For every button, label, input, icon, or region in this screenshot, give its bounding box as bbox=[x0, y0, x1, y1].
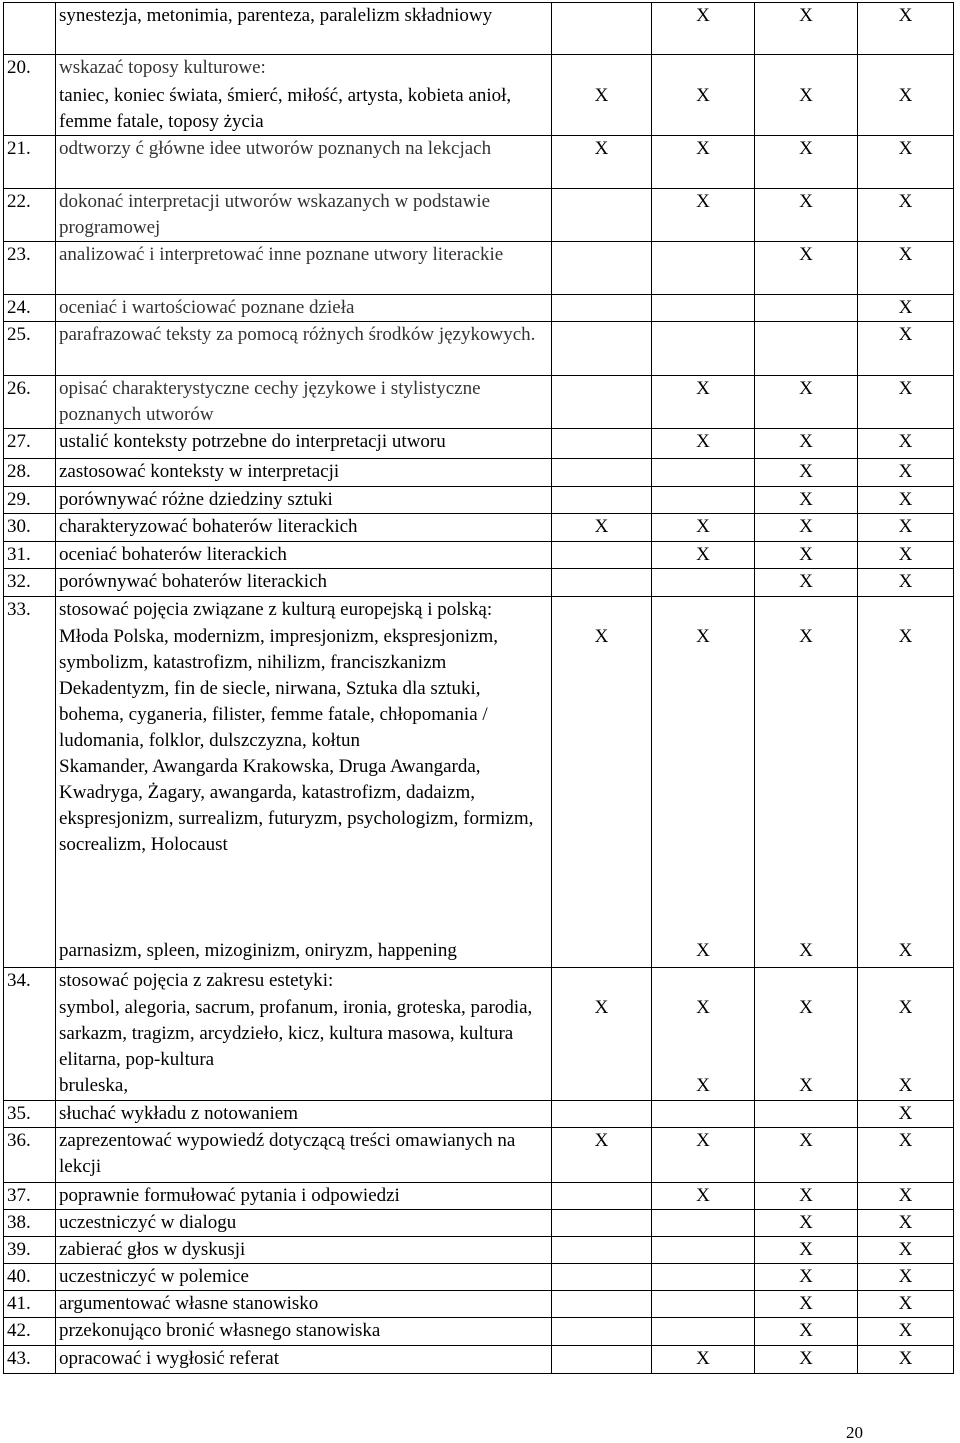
description-line: uczestniczyć w dialogu bbox=[59, 1212, 237, 1233]
mark-level-1: X bbox=[552, 83, 652, 136]
mark-level-2: X bbox=[652, 136, 755, 189]
table-row bbox=[4, 487, 954, 514]
mark-level-4: X bbox=[858, 3, 954, 55]
mark-level-2 bbox=[652, 968, 755, 995]
row-number: 20. bbox=[4, 55, 56, 83]
mark-level-1: X bbox=[552, 624, 652, 938]
description-line: Młoda Polska, modernizm, impresjonizm, ekspresjonizm, symbolizm, katastrofizm, nihilizm, franciszkanizm bbox=[59, 625, 499, 673]
mark-level-3 bbox=[755, 55, 858, 83]
description-line: zaprezentować wypowiedź dotyczącą treści omawianych na lekcji bbox=[59, 1130, 516, 1177]
mark-level-3: X bbox=[755, 376, 858, 429]
mark-level-3 bbox=[755, 295, 858, 322]
mark-level-2: X bbox=[652, 1128, 755, 1183]
mark-level-2 bbox=[652, 1291, 755, 1318]
mark-level-2 bbox=[652, 569, 755, 597]
mark-level-3: X bbox=[755, 1183, 858, 1210]
mark-level-4: X bbox=[858, 569, 954, 597]
mark-level-1 bbox=[552, 1237, 652, 1264]
mark-level-1 bbox=[552, 1346, 652, 1374]
mark-level-4: X bbox=[858, 83, 954, 136]
row-number: 25. bbox=[4, 322, 56, 376]
row-description bbox=[56, 487, 552, 514]
mark-level-4: X bbox=[858, 376, 954, 429]
description-line: dokonać interpretacji utworów wskazanych w podstawie programowej bbox=[59, 191, 491, 238]
mark-level-3: X bbox=[755, 242, 858, 295]
mark-level-2: X bbox=[652, 938, 755, 968]
description-line: porównywać bohaterów literackich bbox=[59, 571, 328, 592]
row-description bbox=[56, 1264, 552, 1291]
table-row bbox=[4, 3, 954, 55]
mark-level-4: X bbox=[858, 136, 954, 189]
description-line: argumentować własne stanowisko bbox=[59, 1293, 319, 1314]
row-description bbox=[56, 1318, 552, 1346]
mark-level-1 bbox=[552, 1101, 652, 1128]
row-number bbox=[4, 995, 56, 1073]
row-description bbox=[56, 597, 552, 624]
table-row bbox=[4, 136, 954, 189]
mark-level-1: X bbox=[552, 514, 652, 542]
mark-level-3: X bbox=[755, 624, 858, 938]
row-description bbox=[56, 83, 552, 136]
mark-level-4 bbox=[858, 968, 954, 995]
row-description bbox=[56, 376, 552, 429]
table-row bbox=[4, 376, 954, 429]
mark-level-1 bbox=[552, 487, 652, 514]
mark-level-1 bbox=[552, 1210, 652, 1237]
mark-level-3: X bbox=[755, 1346, 858, 1374]
requirements-table bbox=[3, 2, 954, 1374]
mark-level-4: X bbox=[858, 1237, 954, 1264]
mark-level-4: X bbox=[858, 1318, 954, 1346]
row-description bbox=[56, 3, 552, 55]
row-description bbox=[56, 1291, 552, 1318]
mark-level-1 bbox=[552, 3, 652, 55]
description-line: poprawnie formułować pytania i odpowiedzi bbox=[59, 1185, 400, 1206]
mark-level-1 bbox=[552, 322, 652, 376]
mark-level-3: X bbox=[755, 83, 858, 136]
mark-level-2: X bbox=[652, 429, 755, 459]
mark-level-4: X bbox=[858, 624, 954, 938]
description-line: odtworzy ć główne idee utworów poznanych na lekcjach bbox=[59, 138, 492, 159]
mark-level-4: X bbox=[858, 295, 954, 322]
description-line: oceniać bohaterów literackich bbox=[59, 544, 287, 565]
row-description bbox=[56, 1346, 552, 1374]
mark-level-2: X bbox=[652, 1073, 755, 1101]
description-line: porównywać różne dziedziny sztuki bbox=[59, 489, 333, 510]
mark-level-2 bbox=[652, 1101, 755, 1128]
mark-level-2: X bbox=[652, 376, 755, 429]
mark-level-1 bbox=[552, 1073, 652, 1101]
mark-level-1 bbox=[552, 459, 652, 487]
row-number: 35. bbox=[4, 1101, 56, 1128]
row-description bbox=[56, 569, 552, 597]
mark-level-3: X bbox=[755, 995, 858, 1073]
mark-level-3: X bbox=[755, 429, 858, 459]
description-line: słuchać wykładu z notowaniem bbox=[59, 1103, 299, 1124]
mark-level-1 bbox=[552, 55, 652, 83]
row-number: 23. bbox=[4, 242, 56, 295]
mark-level-4: X bbox=[858, 429, 954, 459]
mark-level-4: X bbox=[858, 1101, 954, 1128]
row-description bbox=[56, 136, 552, 189]
description-line: oceniać i wartościować poznane dzieła bbox=[59, 297, 355, 318]
row-number: 29. bbox=[4, 487, 56, 514]
mark-level-4: X bbox=[858, 242, 954, 295]
description-line: symbol, alegoria, sacrum, profanum, ironia, groteska, parodia, sarkazm, tragizm, arcydzieło, kicz, kultura masowa, kultura elitarna, pop-kultura bbox=[59, 996, 533, 1070]
mark-level-2 bbox=[652, 1318, 755, 1346]
mark-level-2 bbox=[652, 322, 755, 376]
description-line: parnasizm, spleen, mizoginizm, oniryzm, happening bbox=[59, 939, 457, 961]
description-line: bruleska, bbox=[59, 1074, 129, 1096]
mark-level-1 bbox=[552, 542, 652, 569]
mark-level-2: X bbox=[652, 1346, 755, 1374]
mark-level-4 bbox=[858, 55, 954, 83]
row-number: 33. bbox=[4, 597, 56, 624]
row-description bbox=[56, 1101, 552, 1128]
page-number: 20 bbox=[846, 1423, 863, 1442]
mark-level-4: X bbox=[858, 1128, 954, 1183]
table-row bbox=[4, 1318, 954, 1346]
row-description bbox=[56, 542, 552, 569]
description-line: analizować i interpretować inne poznane utwory literackie bbox=[59, 244, 504, 265]
table-row bbox=[4, 514, 954, 542]
mark-level-3: X bbox=[755, 136, 858, 189]
mark-level-3: X bbox=[755, 459, 858, 487]
description-line: zabierać głos w dyskusji bbox=[59, 1239, 246, 1260]
mark-level-1: X bbox=[552, 1128, 652, 1183]
mark-level-4: X bbox=[858, 1183, 954, 1210]
row-description bbox=[56, 242, 552, 295]
table-row bbox=[4, 459, 954, 487]
mark-level-4: X bbox=[858, 487, 954, 514]
mark-level-2 bbox=[652, 55, 755, 83]
mark-level-1 bbox=[552, 1183, 652, 1210]
table-row bbox=[4, 242, 954, 295]
mark-level-1 bbox=[552, 938, 652, 968]
mark-level-4 bbox=[858, 597, 954, 624]
mark-level-1 bbox=[552, 597, 652, 624]
mark-level-1: X bbox=[552, 136, 652, 189]
mark-level-1 bbox=[552, 242, 652, 295]
mark-level-1 bbox=[552, 189, 652, 242]
mark-level-4: X bbox=[858, 322, 954, 376]
mark-level-2: X bbox=[652, 189, 755, 242]
mark-level-1: X bbox=[552, 995, 652, 1073]
row-number bbox=[4, 624, 56, 938]
row-number: 39. bbox=[4, 1237, 56, 1264]
mark-level-1 bbox=[552, 1318, 652, 1346]
table-row bbox=[4, 55, 954, 83]
description-line: przekonująco bronić własnego stanowiska bbox=[59, 1320, 381, 1341]
table-row bbox=[4, 1264, 954, 1291]
description-line: parafrazować teksty za pomocą różnych środków językowych. bbox=[59, 324, 536, 345]
row-number: 38. bbox=[4, 1210, 56, 1237]
mark-level-4: X bbox=[858, 1264, 954, 1291]
row-number: 40. bbox=[4, 1264, 56, 1291]
mark-level-3: X bbox=[755, 1291, 858, 1318]
mark-level-4: X bbox=[858, 1346, 954, 1374]
table-row bbox=[4, 995, 954, 1073]
mark-level-4: X bbox=[858, 938, 954, 968]
row-number: 28. bbox=[4, 459, 56, 487]
table-row bbox=[4, 1291, 954, 1318]
mark-level-4: X bbox=[858, 1210, 954, 1237]
description-line: stosować pojęcia z zakresu estetyki: bbox=[59, 970, 334, 991]
row-number: 32. bbox=[4, 569, 56, 597]
table-row bbox=[4, 542, 954, 569]
mark-level-2 bbox=[652, 459, 755, 487]
table-row bbox=[4, 189, 954, 242]
table-row bbox=[4, 1210, 954, 1237]
row-number: 42. bbox=[4, 1318, 56, 1346]
mark-level-3: X bbox=[755, 1264, 858, 1291]
mark-level-3: X bbox=[755, 938, 858, 968]
mark-level-4: X bbox=[858, 189, 954, 242]
mark-level-3: X bbox=[755, 1318, 858, 1346]
table-row bbox=[4, 968, 954, 995]
mark-level-4: X bbox=[858, 1291, 954, 1318]
description-line: opisać charakterystyczne cechy językowe i stylistyczne poznanych utworów bbox=[59, 378, 481, 425]
description-line: stosować pojęcia związane z kulturą europejską i polską: bbox=[59, 599, 493, 620]
description-line: zastosować konteksty w interpretacji bbox=[59, 461, 340, 482]
row-number: 21. bbox=[4, 136, 56, 189]
row-number: 31. bbox=[4, 542, 56, 569]
mark-level-3 bbox=[755, 597, 858, 624]
row-number bbox=[4, 3, 56, 55]
table-row bbox=[4, 1346, 954, 1374]
row-description bbox=[56, 1128, 552, 1183]
table-row bbox=[4, 1101, 954, 1128]
description-line: wskazać toposy kulturowe: bbox=[59, 57, 266, 78]
mark-level-2: X bbox=[652, 3, 755, 55]
mark-level-1 bbox=[552, 1264, 652, 1291]
table-row bbox=[4, 569, 954, 597]
mark-level-3 bbox=[755, 968, 858, 995]
mark-level-3: X bbox=[755, 1073, 858, 1101]
mark-level-2: X bbox=[652, 995, 755, 1073]
row-description bbox=[56, 1073, 552, 1101]
mark-level-3: X bbox=[755, 542, 858, 569]
mark-level-1 bbox=[552, 429, 652, 459]
table-row bbox=[4, 1237, 954, 1264]
mark-level-3: X bbox=[755, 189, 858, 242]
mark-level-1 bbox=[552, 569, 652, 597]
row-description bbox=[56, 938, 552, 968]
row-number: 41. bbox=[4, 1291, 56, 1318]
row-number: 22. bbox=[4, 189, 56, 242]
mark-level-3 bbox=[755, 1101, 858, 1128]
row-description bbox=[56, 55, 552, 83]
mark-level-2: X bbox=[652, 514, 755, 542]
mark-level-1 bbox=[552, 1291, 652, 1318]
table-row bbox=[4, 429, 954, 459]
row-description bbox=[56, 189, 552, 242]
table-row bbox=[4, 1073, 954, 1101]
row-number bbox=[4, 938, 56, 968]
mark-level-4: X bbox=[858, 514, 954, 542]
requirements-table-body bbox=[4, 3, 954, 1374]
mark-level-2 bbox=[652, 1264, 755, 1291]
mark-level-2 bbox=[652, 242, 755, 295]
row-description bbox=[56, 995, 552, 1073]
mark-level-4: X bbox=[858, 542, 954, 569]
description-line: synestezja, metonimia, parenteza, paralelizm składniowy bbox=[59, 5, 493, 26]
row-description bbox=[56, 295, 552, 322]
mark-level-2: X bbox=[652, 1183, 755, 1210]
mark-level-3: X bbox=[755, 1128, 858, 1183]
mark-level-2 bbox=[652, 1210, 755, 1237]
mark-level-2 bbox=[652, 295, 755, 322]
row-description bbox=[56, 1210, 552, 1237]
table-row bbox=[4, 597, 954, 624]
table-row bbox=[4, 1128, 954, 1183]
row-number: 34. bbox=[4, 968, 56, 995]
description-line: Skamander, Awangarda Krakowska, Druga Awangarda, Kwadryga, Żagary, awangarda, katastrofizm, dadaizm, ekspresjonizm, surrealizm, futuryzm, psychologizm, formizm, socrealizm, Holocaust bbox=[59, 755, 534, 855]
mark-level-2 bbox=[652, 1237, 755, 1264]
row-number: 43. bbox=[4, 1346, 56, 1374]
mark-level-3: X bbox=[755, 1237, 858, 1264]
mark-level-3 bbox=[755, 322, 858, 376]
mark-level-3: X bbox=[755, 569, 858, 597]
description-line: opracować i wygłosić referat bbox=[59, 1348, 279, 1369]
row-number: 37. bbox=[4, 1183, 56, 1210]
mark-level-3: X bbox=[755, 487, 858, 514]
mark-level-1 bbox=[552, 968, 652, 995]
row-description bbox=[56, 1183, 552, 1210]
mark-level-3: X bbox=[755, 3, 858, 55]
description-line: Dekadentyzm, fin de siecle, nirwana, Sztuka dla sztuki, bohema, cyganeria, filister, femme fatale, chłopomania / ludomania, folklor, dulszczyzna, kołtun bbox=[59, 677, 488, 751]
row-description bbox=[56, 429, 552, 459]
mark-level-2: X bbox=[652, 83, 755, 136]
row-description bbox=[56, 1237, 552, 1264]
description-line: taniec, koniec świata, śmierć, miłość, artysta, kobieta anioł, femme fatale, toposy życia bbox=[59, 84, 512, 132]
mark-level-1 bbox=[552, 376, 652, 429]
row-number: 30. bbox=[4, 514, 56, 542]
table-row bbox=[4, 938, 954, 968]
row-number: 36. bbox=[4, 1128, 56, 1183]
row-description bbox=[56, 514, 552, 542]
mark-level-1 bbox=[552, 295, 652, 322]
mark-level-4: X bbox=[858, 995, 954, 1073]
row-number: 24. bbox=[4, 295, 56, 322]
row-number bbox=[4, 83, 56, 136]
mark-level-3: X bbox=[755, 1210, 858, 1237]
mark-level-2: X bbox=[652, 624, 755, 938]
description-line: charakteryzować bohaterów literackich bbox=[59, 516, 358, 537]
table-row bbox=[4, 322, 954, 376]
description-line: ustalić konteksty potrzebne do interpretacji utworu bbox=[59, 431, 446, 452]
row-number: 27. bbox=[4, 429, 56, 459]
row-description bbox=[56, 322, 552, 376]
row-description bbox=[56, 459, 552, 487]
mark-level-2 bbox=[652, 487, 755, 514]
row-number: 26. bbox=[4, 376, 56, 429]
row-description bbox=[56, 624, 552, 938]
mark-level-4: X bbox=[858, 459, 954, 487]
row-number bbox=[4, 1073, 56, 1101]
mark-level-2 bbox=[652, 597, 755, 624]
table-row bbox=[4, 1183, 954, 1210]
row-description bbox=[56, 968, 552, 995]
mark-level-2: X bbox=[652, 542, 755, 569]
mark-level-3: X bbox=[755, 514, 858, 542]
mark-level-4: X bbox=[858, 1073, 954, 1101]
description-line: uczestniczyć w polemice bbox=[59, 1266, 249, 1287]
table-row bbox=[4, 624, 954, 938]
table-row bbox=[4, 295, 954, 322]
table-row bbox=[4, 83, 954, 136]
